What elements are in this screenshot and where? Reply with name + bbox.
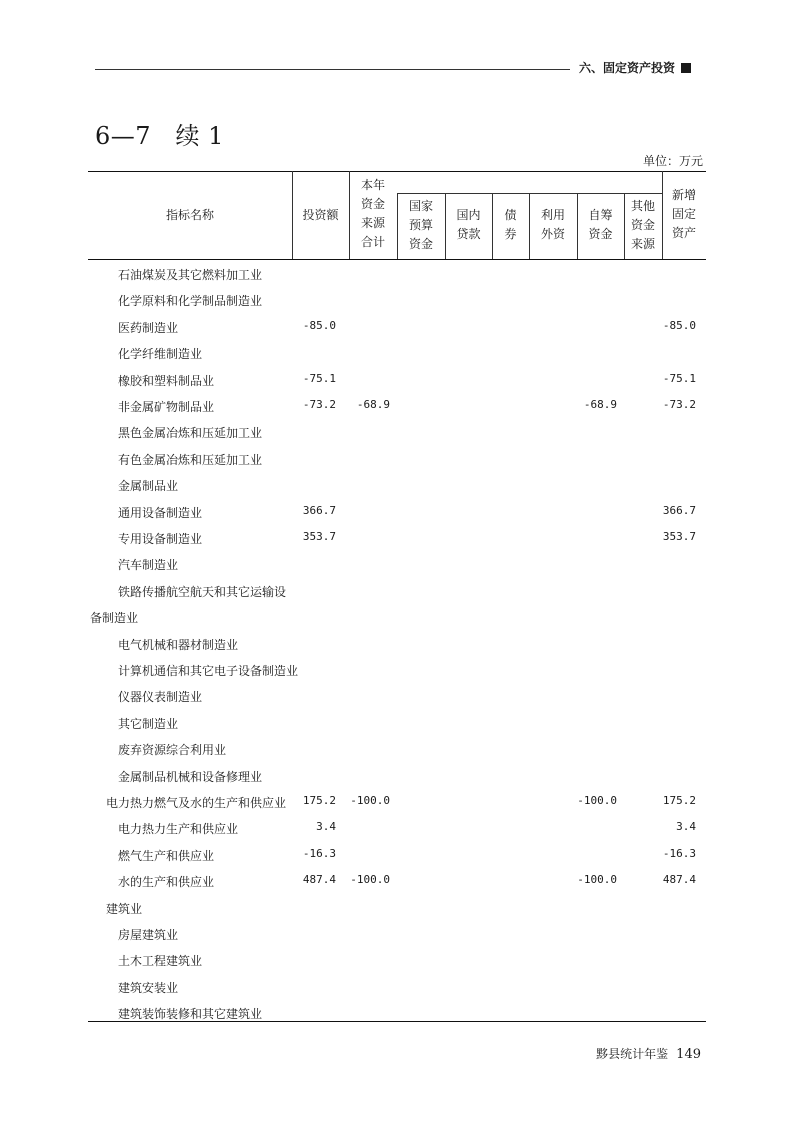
row-label: 化学纤维制造业 (118, 347, 203, 362)
row-label: 水的生产和供应业 (118, 875, 215, 890)
new-assets-value: -85.0 (662, 318, 696, 332)
col-header-investment (292, 171, 349, 259)
table-row (88, 631, 706, 657)
header-line: 资金 (360, 197, 385, 211)
header-line: 债 (504, 208, 517, 222)
funds-total-value: -100.0 (350, 873, 390, 887)
funds-total-value: -68.9 (356, 398, 390, 411)
running-header (579, 59, 691, 76)
header-line: 资金 (588, 227, 613, 241)
new-assets-value: 366.7 (662, 503, 696, 517)
table-row (88, 947, 706, 973)
row-label: 金属制品业 (118, 479, 179, 494)
row-label: 仪器仪表制造业 (118, 690, 203, 705)
table-row (88, 578, 706, 604)
self-raised-value: -100.0 (577, 794, 617, 807)
table-row (88, 525, 706, 551)
table-row (88, 974, 706, 1000)
col-header-name (88, 171, 292, 259)
row-label: 电力热力生产和供应业 (118, 822, 239, 837)
table-row (88, 314, 706, 340)
row-label: 专用设备制造业 (118, 532, 203, 546)
table-row (88, 261, 706, 287)
page-number: 149 (676, 1047, 701, 1062)
header-line: 自筹 (588, 208, 613, 222)
table-row (88, 895, 706, 921)
col-header-investment-text: 投资额 (302, 207, 339, 222)
yearbook-name: 黟县统计年鉴 (596, 1047, 669, 1061)
col-header-bonds (492, 206, 529, 244)
header-line: 外资 (540, 227, 565, 241)
row-label: 石油煤炭及其它燃料加工业 (118, 268, 263, 282)
row-label: 有色金属冶炼和压延加工业 (118, 452, 263, 467)
table-row (88, 868, 706, 894)
header-line: 来源 (630, 237, 655, 251)
table-row (88, 842, 706, 868)
investment-value: 3.4 (316, 820, 336, 834)
row-label: 备制造业 (90, 611, 139, 626)
row-label: 计算机通信和其它电子设备制造业 (118, 664, 299, 678)
table-row (88, 340, 706, 366)
table-row (88, 1000, 706, 1026)
header-line: 其他 (630, 199, 655, 213)
header-line: 贷款 (456, 227, 481, 241)
col-header-self-raised (577, 206, 624, 244)
header-line: 国家 (408, 199, 433, 213)
row-label: 通用设备制造业 (118, 505, 203, 520)
investment-value: 175.2 (302, 794, 336, 807)
investment-value: -16.3 (302, 846, 336, 860)
investment-value: -85.0 (302, 318, 336, 332)
col-header-domestic-loans (445, 206, 492, 244)
table-row (88, 551, 706, 577)
row-label: 橡胶和塑料制品业 (118, 373, 215, 388)
row-label: 废弃资源综合利用业 (118, 743, 227, 758)
header-line: 固定 (671, 207, 696, 221)
row-label: 建筑安装业 (118, 980, 179, 995)
investment-value: 353.7 (302, 530, 336, 543)
table-row (88, 499, 706, 525)
new-assets-value: -75.1 (662, 371, 696, 385)
col-header-name-text: 指标名称 (165, 207, 214, 222)
table-row (88, 419, 706, 445)
header-line: 资金 (630, 218, 655, 232)
header-line: 合计 (360, 235, 385, 249)
col-header-foreign (529, 206, 577, 244)
header-rule (95, 69, 570, 70)
self-raised-value: -100.0 (577, 873, 617, 887)
investment-value: 366.7 (302, 503, 336, 517)
header-line: 券 (504, 227, 517, 241)
table-header-rule (88, 259, 706, 260)
row-label: 化学原料和化学制品制造业 (118, 294, 263, 309)
header-line: 资产 (671, 226, 696, 240)
new-assets-value: -73.2 (662, 398, 696, 411)
section-title: 六、固定资产投资 (579, 61, 676, 75)
row-label: 电气机械和器材制造业 (118, 637, 239, 652)
table-row (88, 683, 706, 709)
new-assets-value: 175.2 (662, 794, 696, 807)
new-assets-value: -16.3 (662, 846, 696, 860)
header-line: 来源 (360, 216, 385, 230)
row-label: 汽车制造业 (118, 558, 179, 573)
col-header-other (624, 197, 662, 254)
table-row (88, 815, 706, 841)
header-subrule (397, 193, 662, 194)
table-row (88, 604, 706, 630)
row-label: 医药制造业 (118, 320, 179, 335)
row-label: 非金属矿物制品业 (118, 400, 215, 414)
table-row (88, 446, 706, 472)
col-header-state-budget (397, 197, 445, 254)
self-raised-value: -68.9 (583, 398, 617, 411)
header-line: 预算 (408, 218, 433, 232)
unit-label: 单位：万元 (642, 154, 703, 168)
table-row (88, 921, 706, 947)
row-label: 电力热力燃气及水的生产和供应业 (106, 796, 287, 810)
investment-value: 487.4 (302, 873, 336, 887)
new-assets-value: 487.4 (662, 873, 696, 887)
row-label: 燃气生产和供应业 (118, 848, 215, 863)
table-row (88, 472, 706, 498)
new-assets-value: 353.7 (662, 530, 696, 543)
table-row (88, 710, 706, 736)
table-row (88, 367, 706, 393)
header-line: 本年 (360, 178, 385, 192)
row-label: 土木工程建筑业 (118, 954, 203, 969)
header-line: 利用 (540, 208, 565, 222)
square-bullet-icon (681, 63, 691, 73)
row-label: 房屋建筑业 (118, 928, 179, 942)
table-row (88, 287, 706, 313)
header-line: 资金 (408, 237, 433, 251)
row-label: 建筑装饰装修和其它建筑业 (118, 1007, 263, 1022)
funds-total-value: -100.0 (350, 794, 390, 807)
table-title: 6—7 续 1 (95, 122, 224, 150)
table-row (88, 736, 706, 762)
page-footer (596, 1045, 701, 1062)
row-label: 铁路传播航空航天和其它运输设 (118, 584, 287, 599)
table-row (88, 789, 706, 815)
col-header-funds-total (349, 176, 397, 252)
row-label: 建筑业 (106, 901, 143, 916)
new-assets-value: 3.4 (676, 820, 696, 834)
table-row (88, 763, 706, 789)
investment-value: -73.2 (302, 398, 336, 411)
row-label: 其它制造业 (118, 716, 179, 731)
table-row (88, 393, 706, 419)
header-line: 新增 (671, 188, 696, 202)
col-header-new-assets (662, 186, 706, 243)
investment-value: -75.1 (302, 371, 336, 385)
table-row (88, 657, 706, 683)
header-line: 国内 (456, 208, 481, 222)
row-label: 金属制品机械和设备修理业 (118, 769, 263, 784)
row-label: 黑色金属冶炼和压延加工业 (118, 426, 263, 441)
